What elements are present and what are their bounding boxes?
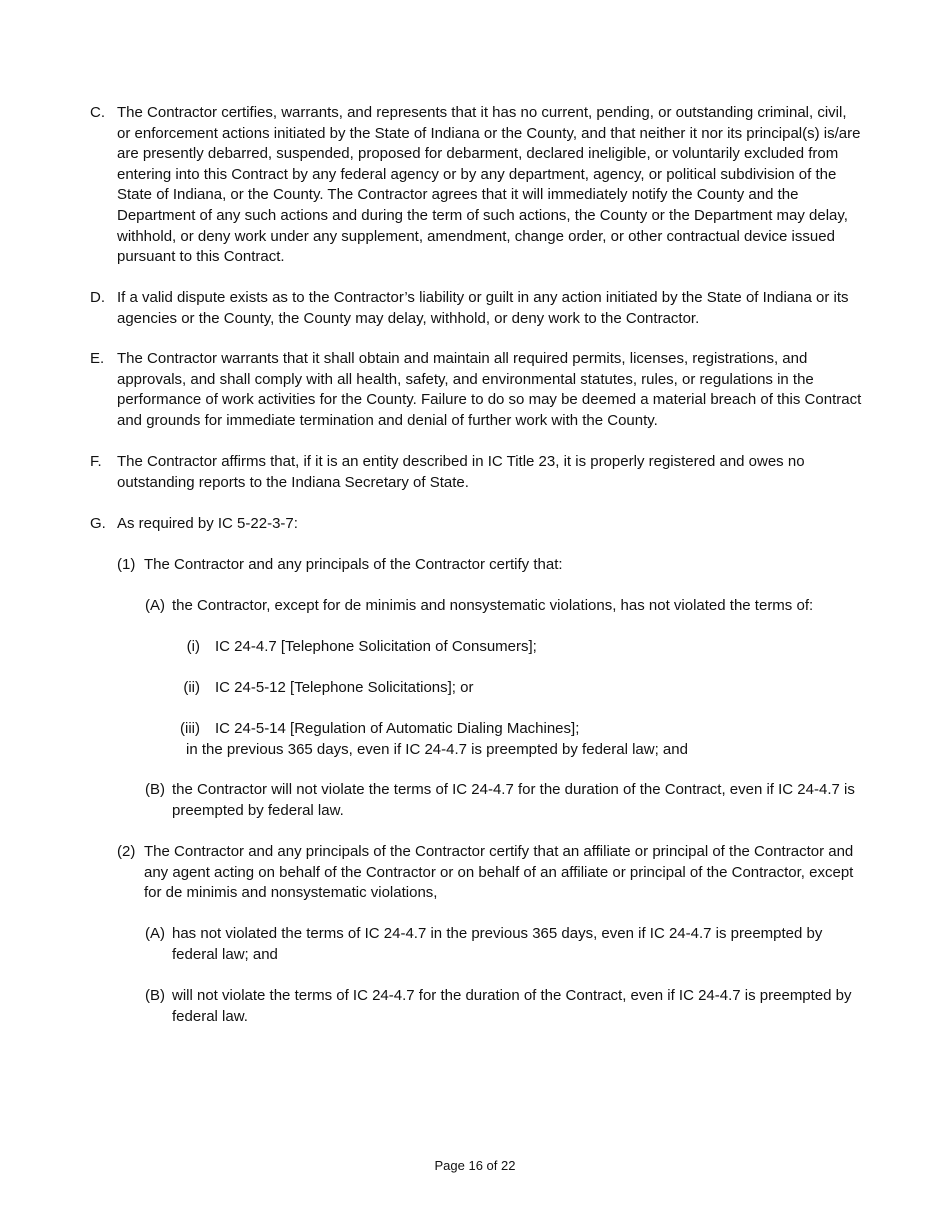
clause-g1-a-ii	[180, 678, 860, 699]
clause-g2-a-marker: (A)	[145, 925, 165, 942]
section-e	[90, 349, 862, 431]
clause-g2-a-text: has not violated the terms of IC 24-4.7 in the previous 365 days, even if IC 24-4.7 is preempted by federal law; and	[172, 925, 823, 963]
section-g	[90, 514, 862, 535]
clause-g1-b-marker: (B)	[145, 781, 165, 798]
section-g-marker: G.	[90, 515, 106, 532]
section-f	[90, 452, 862, 493]
clause-g2-marker: (2)	[117, 843, 136, 860]
section-c-text: The Contractor certifies, warrants, and represents that it has no current, pending, or outstanding criminal, civil, or enforcement actions initiated by the State of Indiana or the County, and that neither it nor its principal(s) is/are are presently debarred, suspended, proposed for debarment, declared ineligible, or voluntarily excluded from entering into this Contract by any federal agency or by any department, agency, or political subdivision of the State of Indiana, or the County. The Contractor agrees that it will immediately notify the County and the Department of any such actions and during the term of such actions, the County or the Department may delay, withhold, or deny work under any supplement, amendment, change order, or other contractual device issued pursuant to this Contract.	[117, 104, 861, 266]
clause-g2-b-marker: (B)	[145, 987, 165, 1004]
section-d-marker: D.	[90, 289, 105, 306]
section-e-marker: E.	[90, 350, 105, 367]
clause-g1-a	[145, 596, 862, 617]
section-c-marker: C.	[90, 104, 105, 121]
clause-g1-b	[145, 780, 862, 821]
clause-g1-a-iii-marker: (iii)	[180, 720, 200, 737]
clause-g1-a-marker: (A)	[145, 597, 165, 614]
section-d-text: If a valid dispute exists as to the Contractor’s liability or guilt in any action initiated by the State of Indiana or its agencies or the County, the County may delay, withhold, or deny work to the Contractor.	[117, 289, 849, 327]
clause-g2-a	[145, 924, 862, 965]
clause-g1-a-i	[180, 637, 860, 658]
clause-g1-b-text: the Contractor will not violate the terms of IC 24-4.7 for the duration of the Contract, even if IC 24-4.7 is preempted by federal law.	[172, 781, 855, 819]
section-e-text: The Contractor warrants that it shall obtain and maintain all required permits, licenses, registrations, and approvals, and shall comply with all health, safety, and environmental statutes, rules, or regulations in the performance of work activities for the County. Failure to do so may be deemed a material breach of this Contract and grounds for immediate termination and denial of further work with the County.	[117, 350, 862, 429]
section-d	[90, 288, 862, 329]
clause-g2	[117, 842, 862, 904]
clause-g1-a-text: the Contractor, except for de minimis and nonsystematic violations, has not violated the terms of:	[172, 597, 814, 614]
section-c	[90, 103, 862, 268]
page-number: Page 16 of 22	[434, 1158, 516, 1173]
clause-g1-a-iii	[180, 719, 860, 740]
clause-g1-a-iii-text: IC 24-5-14 [Regulation of Automatic Dialing Machines];	[215, 720, 580, 737]
section-g-text: As required by IC 5-22-3-7:	[117, 515, 298, 532]
clause-g1	[117, 555, 862, 576]
clause-g1-a-trailing-text: in the previous 365 days, even if IC 24-4.7 is preempted by federal law; and	[186, 741, 688, 758]
clause-g1-marker: (1)	[117, 556, 136, 573]
clause-g1-a-i-marker: (i)	[186, 638, 200, 655]
clause-g2-text: The Contractor and any principals of the Contractor certify that an affiliate or principal of the Contractor and any agent acting on behalf of the Contractor or on behalf of an affiliate or principal of the Contractor, except for de minimis and nonsystematic violations,	[144, 843, 854, 902]
section-f-marker: F.	[90, 453, 102, 470]
clause-g1-a-ii-text: IC 24-5-12 [Telephone Solicitations]; or	[215, 679, 474, 696]
clause-g1-a-i-text: IC 24-4.7 [Telephone Solicitation of Consumers];	[215, 638, 537, 655]
clause-g1-text: The Contractor and any principals of the Contractor certify that:	[144, 556, 563, 573]
clause-g1-a-ii-marker: (ii)	[183, 679, 200, 696]
clause-g2-b-text: will not violate the terms of IC 24-4.7 for the duration of the Contract, even if IC 24-4.7 is preempted by federal law.	[172, 987, 852, 1025]
section-f-text: The Contractor affirms that, if it is an entity described in IC Title 23, it is properly registered and owes no outstanding reports to the Indiana Secretary of State.	[117, 453, 805, 491]
clause-g2-b	[145, 986, 862, 1027]
